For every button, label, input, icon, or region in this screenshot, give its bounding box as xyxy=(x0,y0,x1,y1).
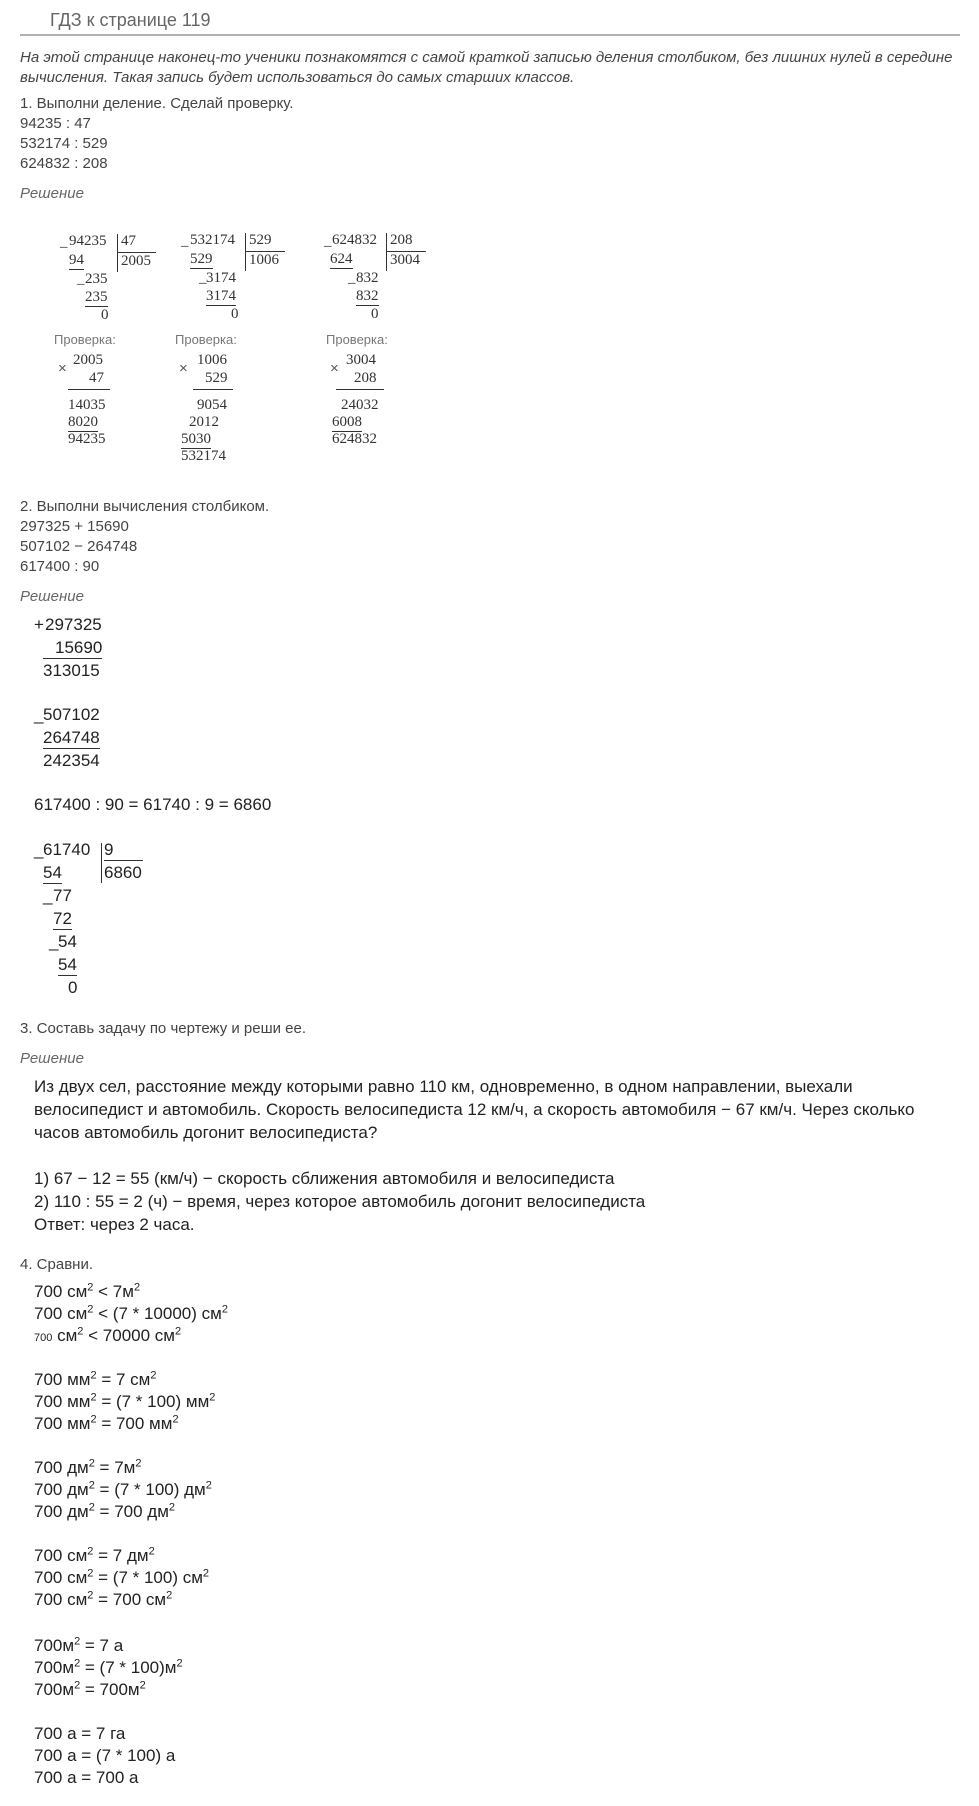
page-header xyxy=(20,10,960,36)
div2-m2: 529 xyxy=(205,370,228,386)
task3-solution xyxy=(34,1075,934,1236)
page: ГДЗ к странице 119 На этой странице наконец-то ученики познакомятся с самой краткой записью деления столбиком, без лишних нулей в середине вычисления. Такая запись будет использоваться до самых старших классов. 1. Выполни деление. Сделай проверку. 94235 : 47 532174 : 529 624832 : 208 Решение _ 94235 47 2005 94 _ 235 235 0 Проверка: × 2005 47 14035 8020 94235 _ 532174 529 1006 529 _ 3174 3174 0 Проверка: × 1006 529 9054 2012 5030 532174 _ 624832 208 3004 624 _ 832 832 0 Проверка: × 3004 208 24032 6008 624832 2. Выполни вычисления столбиком. 297325 + 15690 507102 − 264748 617400 : 90 Решение + 297325 15690 313015 _ 507102 264748 242354 617400 : 90 = 61740 : 9 = 6860 _ 61740 9 6860 54 _ 77 72 _ 54 54 0 3. Составь задачу по чертежу и реши ее. Решение Из двух сел, расстояние между которыми равно 110 км, одновременно, в одном направлении, выехали велосипедист и автомобиль. Скорость велосипедиста 12 км/ч, а скорость автомобиля − 67 км/ч. Через сколько часов автомобиль догонит велосипедиста? 1) 67 − 12 = 55 (км/ч) − скорость сближения автомобиля и велосипедиста 2) 110 : 55 = 2 (ч) − время, через которое автомобиль догонит велосипедиста Ответ: через 2 часа. 4. Сравни. 700 $см^2 < 7м^2$ 700 $см^2 < (7 * 10000)$ $см^2$ 700 $см^2 < 70000$ $см^2$ 700 $мм^2 = 7$ $см^2$ 700 $мм^2 = (7 * 100)$ $мм^2$ 700 $мм^2 = 700$ $мм^2$ 700 $дм^2 = 7м^2$ 700 $дм^2 = (7 * 100)$ $дм^2$ 700 $дм^2 = 700$ $дм^2$ 700 $см^2 = 7$ $дм^2$ 700 $см^2 = (7 * 100)$ $см^2$ 700 $см^2 = 700$ $см^2$ $700м^2 = 7$ а $700м^2 = (7 * 100)м^2$ $700м^2 = 700м^2$ 700 а = 7 га 700 а = (7 * 100) а 700 а = 700 а xyxy=(0,0,979,1806)
div1-divisor: 47 xyxy=(121,233,136,249)
sub-result: 242354 xyxy=(43,751,100,770)
task3-title: 3. Составь задачу по чертежу и реши ее. xyxy=(20,1020,307,1037)
div2-r3: 3174 xyxy=(206,288,236,304)
div2-r1: 529 xyxy=(190,251,213,267)
cmp-5-line-2: $700м^2 = (7 * 100)м^2$ xyxy=(34,1657,183,1677)
cmp-2-line-2: 700 $мм^2 = (7 * 100)$ $мм^2$ xyxy=(34,1391,216,1411)
div2-p3: 5030 xyxy=(181,431,211,447)
check-label-2: Проверка: xyxy=(175,332,237,347)
add-a: 297325 xyxy=(45,615,102,634)
div1-p1: 14035 xyxy=(68,397,106,413)
div-s4: 54 xyxy=(58,932,77,951)
div1-r1: 94 xyxy=(69,252,84,268)
task1-item-2: 532174 : 529 xyxy=(20,135,108,152)
task1-title: 1. Выполни деление. Сделай проверку. xyxy=(20,95,294,112)
div-dividend: 61740 xyxy=(43,840,91,859)
div-divisor: 9 xyxy=(104,840,143,861)
div3-divisor: 208 xyxy=(390,232,413,248)
div-s5: 54 xyxy=(58,955,77,974)
div3-r1: 624 xyxy=(330,251,353,267)
task1-solution-label: Решение xyxy=(20,185,84,202)
div2-quotient: 1006 xyxy=(249,252,279,268)
sub-a: 507102 xyxy=(43,705,100,724)
div2-p4: 532174 xyxy=(181,448,226,464)
div1-quotient: 2005 xyxy=(121,253,151,269)
div3-m1: 3004 xyxy=(346,352,376,368)
task2-title: 2. Выполни вычисления столбиком. xyxy=(20,498,270,515)
div2-p2: 2012 xyxy=(189,414,219,430)
task4-title: 4. Сравни. xyxy=(20,1256,93,1273)
div3-quotient: 3004 xyxy=(390,252,420,268)
cmp-3-line-1: 700 $дм^2 = 7м^2$ xyxy=(34,1457,142,1477)
task1-item-3: 624832 : 208 xyxy=(20,155,108,172)
div-s6: 0 xyxy=(68,978,78,997)
div-s3: 72 xyxy=(53,909,72,928)
div-quotient: 6860 xyxy=(104,863,142,882)
div3-p2: 6008 xyxy=(332,414,362,430)
task3-solution-label: Решение xyxy=(20,1050,84,1067)
cmp-3-line-3: 700 $дм^2 = 700$ $дм^2$ xyxy=(34,1501,176,1521)
task3-answer: Ответ: через 2 часа. xyxy=(34,1215,195,1234)
div1-p2: 8020 xyxy=(68,414,98,430)
cmp-1-line-2: 700 $см^2 < (7 * 10000)$ $см^2$ xyxy=(34,1303,228,1323)
add-result: 313015 xyxy=(43,661,100,680)
task2-item-1: 297325 + 15690 xyxy=(20,518,129,535)
div1-dividend: 94235 xyxy=(69,233,107,249)
div1-m1: 2005 xyxy=(73,352,103,368)
cmp-2-line-1: 700 $мм^2 = 7$ $см^2$ xyxy=(34,1369,157,1389)
task3-problem: Из двух сел, расстояние между которыми равно 110 км, одновременно, в одном направлении, выехали велосипедист и автомобиль. Скорость велосипедиста 12 км/ч, а скорость автомобиля − 67 км/ч. Через сколько часов автомобиль догонит велосипедиста? xyxy=(34,1077,915,1142)
div2-p1: 9054 xyxy=(197,397,227,413)
div3-r4: 0 xyxy=(371,306,379,322)
task3-step1: 1) 67 − 12 = 55 (км/ч) − скорость сближения автомобиля и велосипедиста xyxy=(34,1169,615,1188)
cmp-1-line-1: 700 $см^2 < 7м^2$ xyxy=(34,1281,141,1301)
cmp-6-line-2: 700 а = (7 * 100) а xyxy=(34,1746,176,1765)
cmp-4-line-3: 700 $см^2 = 700$ $см^2$ xyxy=(34,1589,173,1609)
div3-r3: 832 xyxy=(356,288,379,304)
div3-p1: 24032 xyxy=(341,397,379,413)
check-label-1: Проверка: xyxy=(54,332,116,347)
div2-divisor: 529 xyxy=(249,232,272,248)
div2-r2: 3174 xyxy=(206,270,236,286)
div1-m2: 47 xyxy=(89,370,104,386)
div2-dividend: 532174 xyxy=(190,232,235,248)
page-title: ГДЗ к странице 119 xyxy=(50,10,211,30)
task2-item-2: 507102 − 264748 xyxy=(20,538,138,555)
task3-step2: 2) 110 : 55 = 2 (ч) − время, через которое автомобиль догонит велосипедиста xyxy=(34,1192,646,1211)
div3-r2: 832 xyxy=(356,270,379,286)
cmp-3-line-2: 700 $дм^2 = (7 * 100)$ $дм^2$ xyxy=(34,1479,212,1499)
div3-m2: 208 xyxy=(354,370,377,386)
div1-r2: 235 xyxy=(85,271,108,287)
div3-dividend: 624832 xyxy=(332,232,377,248)
intro-text: На этой странице наконец-то ученики познакомятся с самой краткой записью деления столбиком, без лишних нулей в середине вычисления. Такая запись будет использоваться до самых старших классов. xyxy=(20,49,953,86)
cmp-4-line-1: 700 $см^2 = 7$ $дм^2$ xyxy=(34,1545,155,1565)
div1-r4: 0 xyxy=(101,307,109,323)
div2-r4: 0 xyxy=(231,306,239,322)
cmp-2-line-3: 700 $мм^2 = 700$ $мм^2$ xyxy=(34,1413,179,1433)
check-label-3: Проверка: xyxy=(326,332,388,347)
task1-item-1: 94235 : 47 xyxy=(20,115,91,132)
cmp-6-line-1: 700 а = 7 га xyxy=(34,1724,126,1743)
div1-r3: 235 xyxy=(85,289,108,305)
cmp-4-line-2: 700 $см^2 = (7 * 100)$ $см^2$ xyxy=(34,1567,210,1587)
div2-m1: 1006 xyxy=(197,352,227,368)
task2-item-3: 617400 : 90 xyxy=(20,558,100,575)
div-s1: 54 xyxy=(43,863,62,882)
cmp-1-line-3: 700 $см^2 < 70000$ $см^2$ xyxy=(34,1325,182,1345)
div-s2: 77 xyxy=(53,886,72,905)
div1-p3: 94235 xyxy=(68,431,106,447)
add-b: 15690 xyxy=(43,638,102,659)
div3-p3: 624832 xyxy=(332,431,377,447)
cmp-5-line-1: $700м^2 = 7$ а xyxy=(34,1635,124,1655)
cmp-5-line-3: $700м^2 = 700м^2$ xyxy=(34,1679,146,1699)
division-equation: 617400 : 90 = 61740 : 9 = 6860 xyxy=(34,795,272,814)
sub-b: 264748 xyxy=(43,728,100,747)
task2-solution-label: Решение xyxy=(20,588,84,605)
cmp-6-line-3: 700 а = 700 а xyxy=(34,1768,139,1787)
